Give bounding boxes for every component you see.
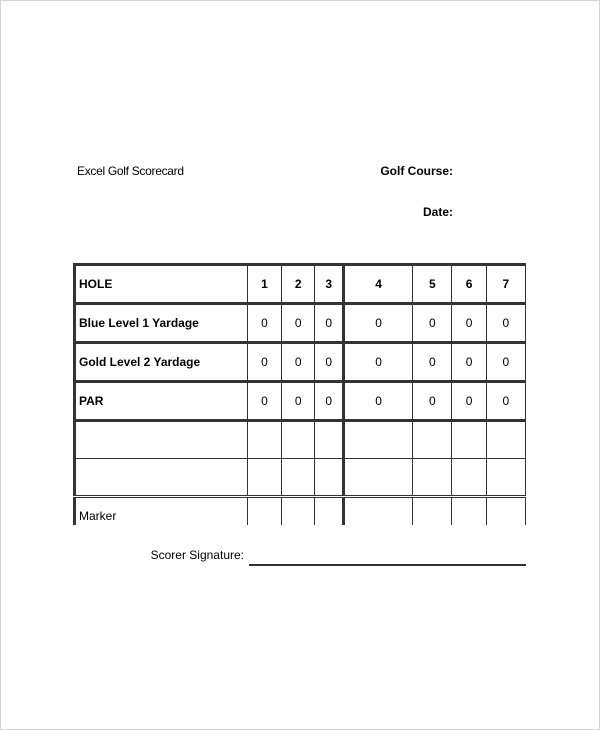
date-label: Date: — [422, 205, 453, 219]
row-label: Gold Level 2 Yardage — [75, 343, 248, 382]
scorecard-table — [73, 263, 526, 525]
header-hole-4: 4 — [343, 265, 412, 304]
row-label: PAR — [75, 382, 248, 421]
cell[interactable] — [452, 459, 486, 497]
cell[interactable]: 0 — [282, 382, 315, 421]
header-row — [75, 265, 526, 304]
row-label: Blue Level 1 Yardage — [75, 304, 248, 343]
header-hole: HOLE — [75, 265, 248, 304]
row-label[interactable] — [75, 459, 248, 497]
cell[interactable] — [413, 421, 452, 459]
scorecard-table-container — [73, 263, 526, 525]
golf-course-label: Golf Course: — [380, 164, 453, 178]
cell[interactable] — [315, 459, 343, 497]
cell[interactable] — [282, 497, 315, 526]
cell[interactable] — [343, 459, 412, 497]
table-row-blue-yardage — [75, 304, 526, 343]
cell[interactable]: 0 — [247, 382, 281, 421]
cell[interactable]: 0 — [413, 382, 452, 421]
cell[interactable]: 0 — [315, 382, 343, 421]
cell[interactable]: 0 — [247, 304, 281, 343]
cell[interactable]: 0 — [486, 343, 525, 382]
header-hole-3: 3 — [315, 265, 343, 304]
header-hole-1: 1 — [247, 265, 281, 304]
header-hole-2: 2 — [282, 265, 315, 304]
table-row-marker — [75, 497, 526, 526]
cell[interactable] — [343, 497, 412, 526]
cell[interactable]: 0 — [282, 304, 315, 343]
cell[interactable]: 0 — [343, 304, 412, 343]
scorer-signature-label: Scorer Signature: — [150, 548, 244, 562]
table-row-par — [75, 382, 526, 421]
document-title: Excel Golf Scorecard — [77, 164, 184, 178]
cell[interactable] — [413, 497, 452, 526]
cell[interactable] — [452, 421, 486, 459]
cell[interactable]: 0 — [315, 343, 343, 382]
cell[interactable]: 0 — [452, 382, 486, 421]
header-hole-7: 7 — [486, 265, 525, 304]
cell[interactable] — [486, 421, 525, 459]
cell[interactable] — [452, 497, 486, 526]
cell[interactable]: 0 — [413, 343, 452, 382]
row-label: Marker — [75, 497, 248, 526]
cell[interactable]: 0 — [247, 343, 281, 382]
cell[interactable]: 0 — [315, 304, 343, 343]
cell[interactable] — [315, 497, 343, 526]
table-row-player-2 — [75, 459, 526, 497]
cell[interactable]: 0 — [452, 304, 486, 343]
cell[interactable] — [343, 421, 412, 459]
cell[interactable]: 0 — [486, 304, 525, 343]
table-row-gold-yardage — [75, 343, 526, 382]
cell[interactable] — [247, 497, 281, 526]
cell[interactable] — [486, 459, 525, 497]
cell[interactable]: 0 — [413, 304, 452, 343]
cell[interactable] — [247, 459, 281, 497]
header-hole-5: 5 — [413, 265, 452, 304]
cell[interactable] — [282, 459, 315, 497]
table-row-player-1 — [75, 421, 526, 459]
cell[interactable]: 0 — [343, 343, 412, 382]
cell[interactable] — [486, 497, 525, 526]
cell[interactable] — [247, 421, 281, 459]
cell[interactable]: 0 — [486, 382, 525, 421]
cell[interactable] — [413, 459, 452, 497]
cell[interactable]: 0 — [282, 343, 315, 382]
row-label[interactable] — [75, 421, 248, 459]
cell[interactable] — [315, 421, 343, 459]
cell[interactable]: 0 — [343, 382, 412, 421]
scorer-signature-line[interactable] — [249, 564, 526, 566]
cell[interactable]: 0 — [452, 343, 486, 382]
header-hole-6: 6 — [452, 265, 486, 304]
cell[interactable] — [282, 421, 315, 459]
